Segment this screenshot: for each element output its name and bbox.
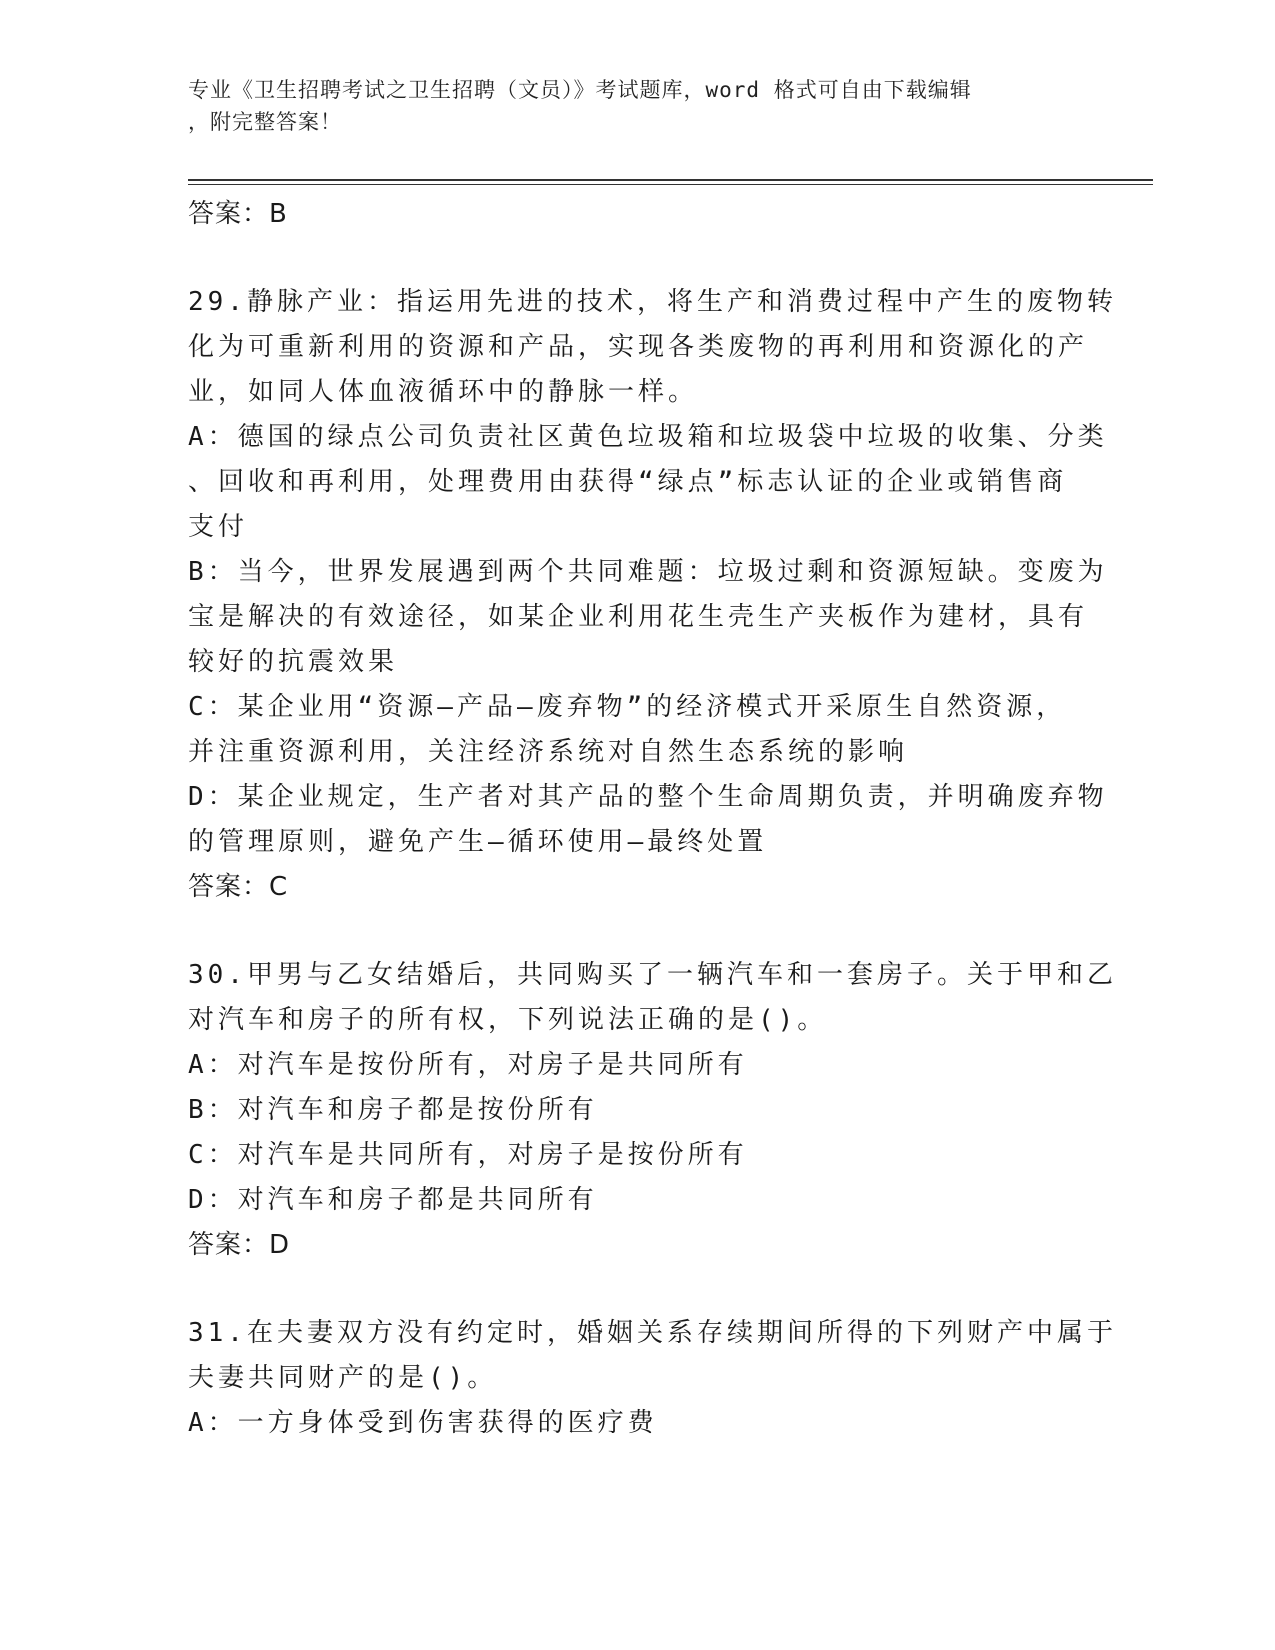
- question-stem-line: 夫妻共同财产的是()。: [188, 1363, 498, 1393]
- option-c-line: 并注重资源利用，关注经济系统对自然生态系统的影响: [188, 737, 909, 767]
- option-b-line: B：当今，世界发展遇到两个共同难题：垃圾过剩和资源短缺。变废为: [188, 557, 1108, 587]
- option-a-line: 支付: [188, 512, 249, 542]
- question-30: [188, 953, 1117, 1268]
- option-d: D：对汽车和房子都是共同所有: [188, 1185, 598, 1215]
- option-c: C：对汽车是共同所有，对房子是按份所有: [188, 1140, 748, 1170]
- header-line-2: ，附完整答案！: [188, 110, 342, 134]
- option-d-line: 的管理原则，避免产生—循环使用—最终处置: [188, 827, 768, 857]
- option-d-line: D：某企业规定，生产者对其产品的整个生命周期负责，并明确废弃物: [188, 782, 1108, 812]
- option-a: A：一方身体受到伤害获得的医疗费: [188, 1408, 658, 1438]
- question-31: [188, 1311, 1117, 1446]
- answer-q28: 答案：B: [188, 199, 288, 229]
- header-line-1: 专业《卫生招聘考试之卫生招聘（文员）》考试题库，word 格式可自由下载编辑: [188, 78, 972, 102]
- question-stem-line: 化为可重新利用的资源和产品，实现各类废物的再利用和资源化的产: [188, 332, 1089, 362]
- document-header: [188, 74, 1078, 138]
- question-stem-line: 业，如同人体血液循环中的静脉一样。: [188, 377, 699, 407]
- question-content: [188, 192, 1117, 1446]
- option-b: B：对汽车和房子都是按份所有: [188, 1095, 598, 1125]
- question-stem-line: 30.甲男与乙女结婚后，共同购买了一辆汽车和一套房子。关于甲和乙: [188, 960, 1117, 990]
- answer-q29: 答案：C: [188, 872, 289, 902]
- question-stem-line: 对汽车和房子的所有权，下列说法正确的是()。: [188, 1005, 828, 1035]
- header-rule-thin: [188, 184, 1153, 185]
- spacer: [188, 237, 1088, 280]
- option-a-line: 、回收和再利用，处理费用由获得“绿点”标志认证的企业或销售商: [188, 467, 1068, 497]
- question-29: [188, 280, 1117, 910]
- option-a: A：对汽车是按份所有，对房子是共同所有: [188, 1050, 748, 1080]
- option-b-line: 宝是解决的有效途径，如某企业利用花生壳生产夹板作为建材，具有: [188, 602, 1089, 632]
- question-stem-line: 29.静脉产业：指运用先进的技术，将生产和消费过程中产生的废物转: [188, 287, 1117, 317]
- option-a-line: A：德国的绿点公司负责社区黄色垃圾箱和垃圾袋中垃圾的收集、分类: [188, 422, 1108, 452]
- answer-q30: 答案：D: [188, 1230, 291, 1260]
- option-b-line: 较好的抗震效果: [188, 647, 399, 677]
- header-rule-thick: [188, 179, 1153, 181]
- spacer: [188, 1268, 1088, 1311]
- question-stem-line: 31.在夫妻双方没有约定时，婚姻关系存续期间所得的下列财产中属于: [188, 1318, 1117, 1348]
- option-c-line: C：某企业用“资源—产品—废弃物”的经济模式开采原生自然资源，: [188, 692, 1067, 722]
- spacer: [188, 910, 1088, 953]
